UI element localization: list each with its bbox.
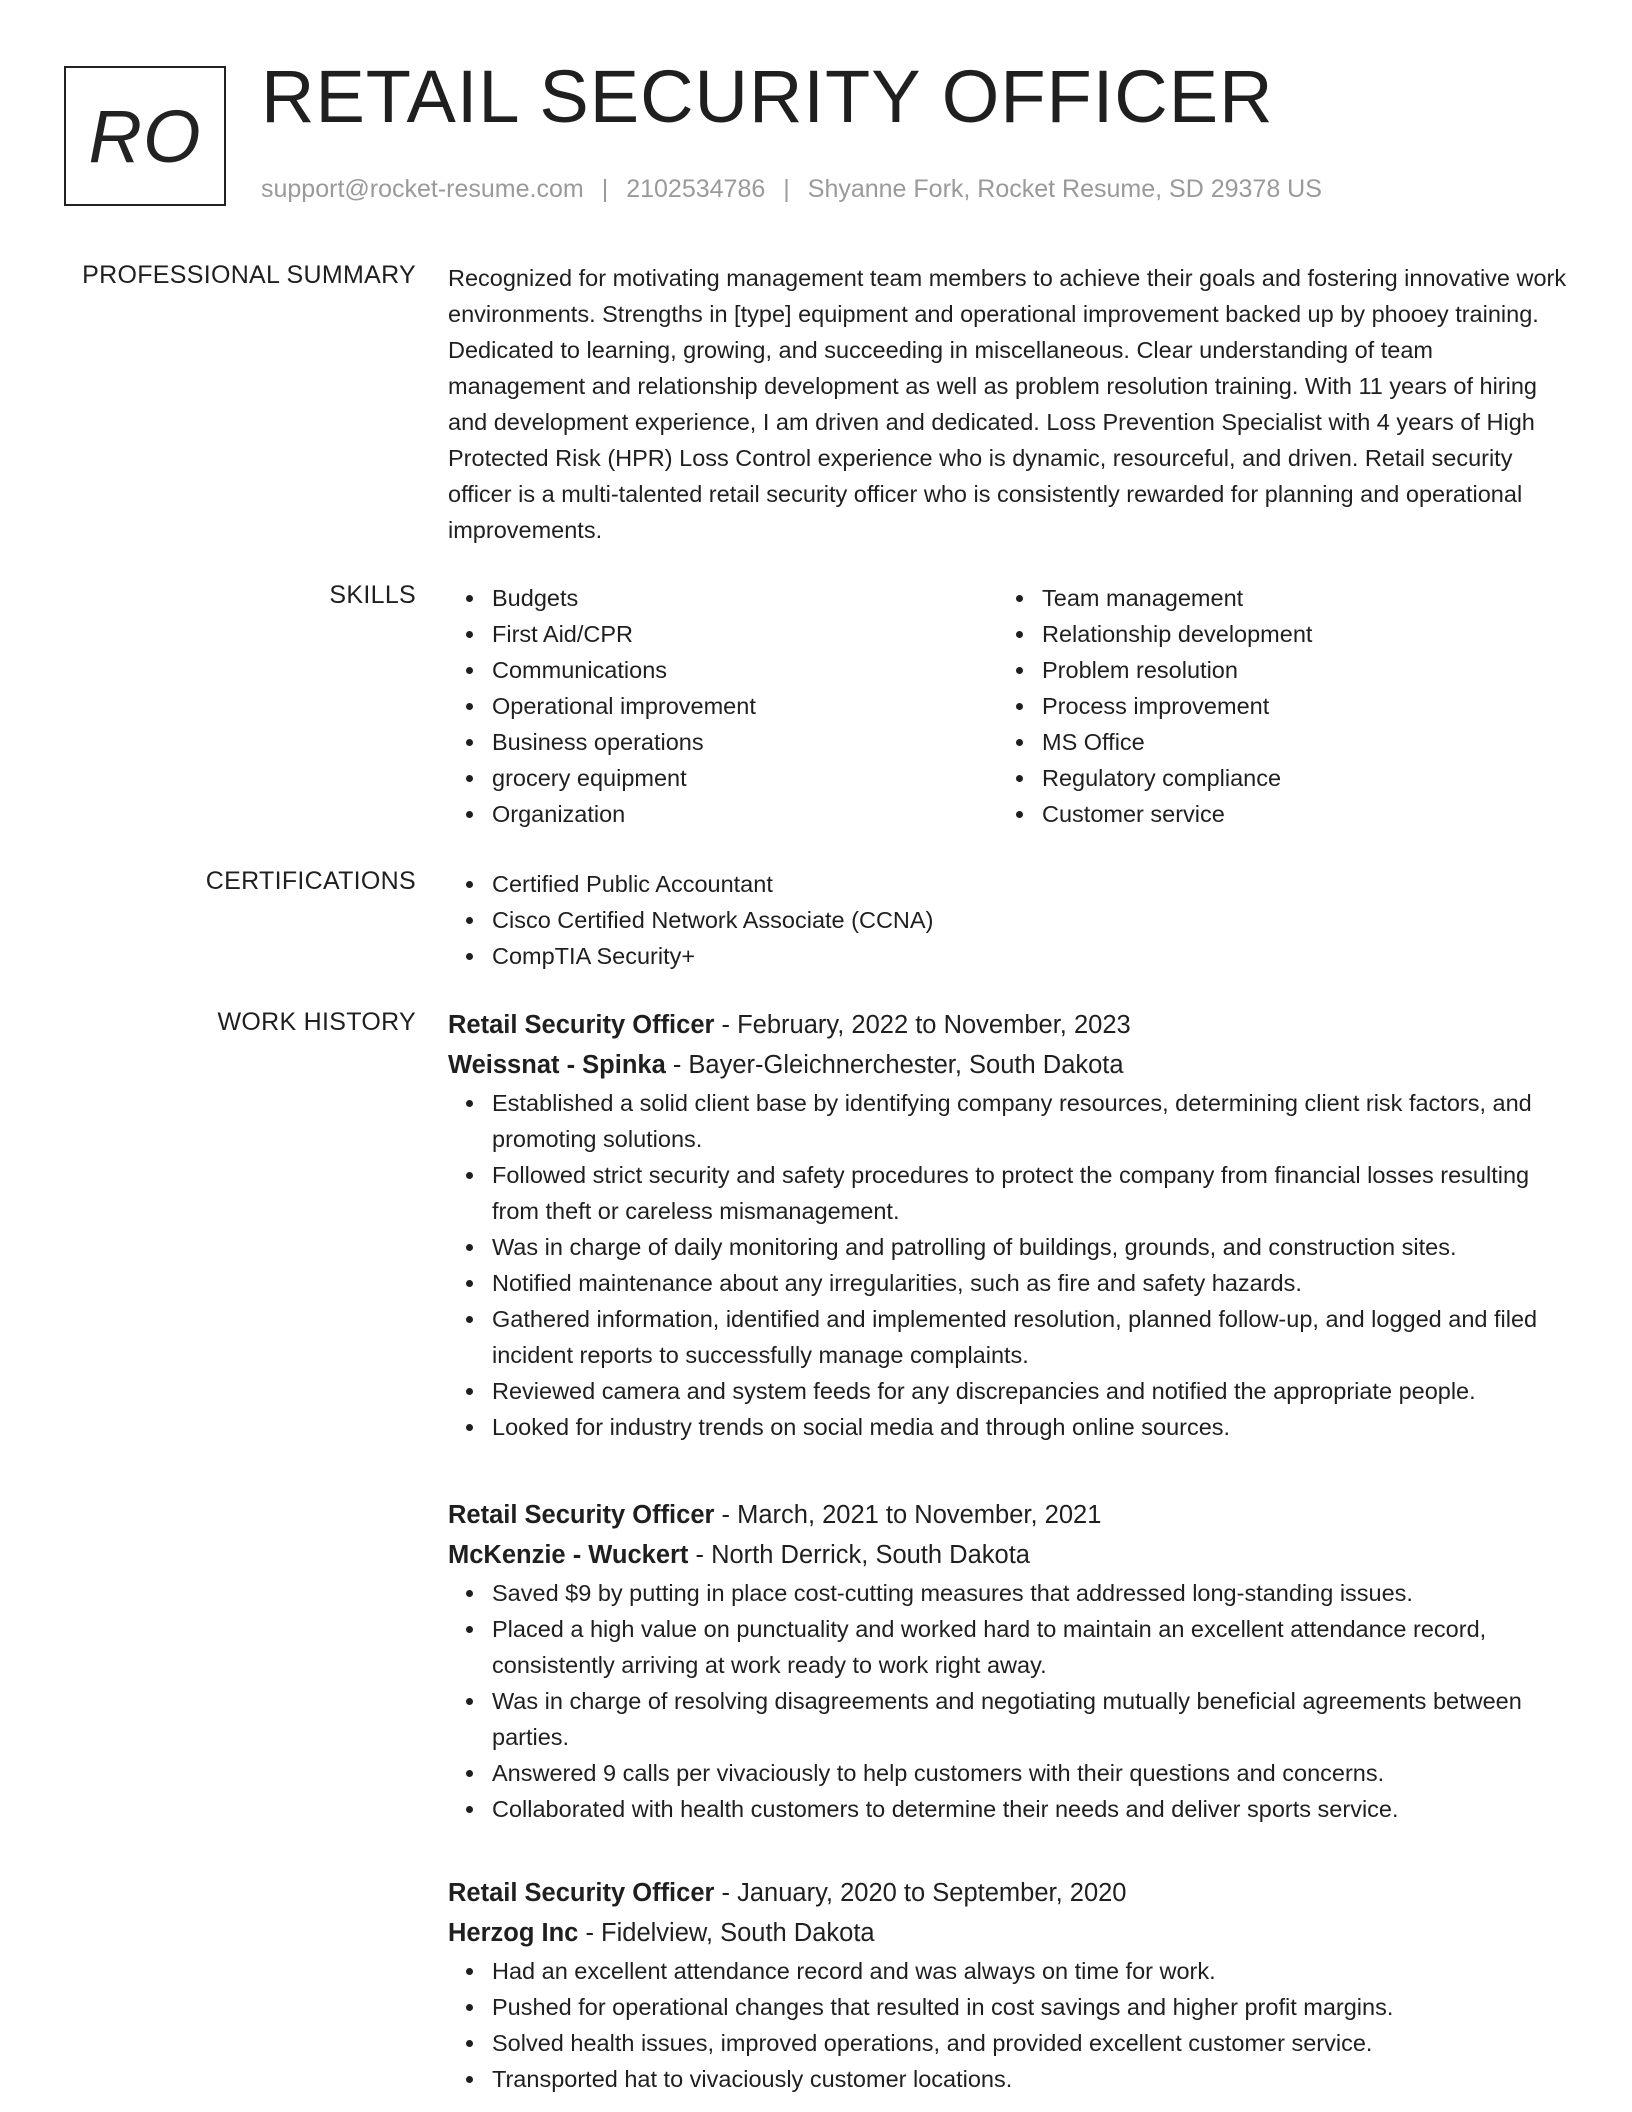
list-item: Budgets (492, 580, 998, 616)
list-item: Notified maintenance about any irregularities, such as fire and safety hazards. (492, 1265, 1568, 1301)
certifications-list (448, 866, 1568, 974)
list-item: Had an excellent attendance record and was always on time for work. (492, 1953, 1568, 1989)
list-item: Relationship development (1042, 616, 1558, 652)
list-item: Pushed for operational changes that resulted in cost savings and higher profit margins. (492, 1989, 1568, 2025)
list-item: Saved $9 by putting in place cost-cutting measures that addressed long-standing issues. (492, 1575, 1568, 1611)
list-item: Answered 9 calls per vivaciously to help customers with their questions and concerns. (492, 1755, 1568, 1791)
job-title-line (448, 1873, 1568, 1913)
list-item: Gathered information, identified and implemented resolution, planned follow-up, and logged and filed incident reports to successfully manage complaints. (492, 1301, 1568, 1373)
list-item: Was in charge of resolving disagreements and negotiating mutually beneficial agreements between parties. (492, 1683, 1568, 1755)
contact-phone[interactable]: 2102534786 (626, 175, 766, 203)
list-item: Placed a high value on punctuality and worked hard to maintain an excellent attendance record, consistently arriving at work ready to work right away. (492, 1611, 1568, 1683)
list-item: Was in charge of daily monitoring and patrolling of buildings, grounds, and construction sites. (492, 1229, 1568, 1265)
list-item: Cisco Certified Network Associate (CCNA) (492, 902, 1568, 938)
list-item: Process improvement (1042, 688, 1558, 724)
job-bullets (448, 1085, 1568, 1445)
job-title-line (448, 1495, 1568, 1535)
section-body (448, 260, 1568, 548)
list-item: Operational improvement (492, 688, 998, 724)
list-item: Certified Public Accountant (492, 866, 1568, 902)
contact-email[interactable]: support@rocket-resume.com (261, 175, 584, 203)
list-item: Established a solid client base by identifying company resources, determining client risk factors, and promoting solutions. (492, 1085, 1568, 1157)
list-item: Organization (492, 796, 998, 832)
list-item: Customer service (1042, 796, 1558, 832)
job-dates: - March, 2021 to November, 2021 (714, 1501, 1102, 1529)
section-label: PROFESSIONAL SUMMARY (82, 261, 416, 289)
contact-separator: | (601, 175, 609, 203)
job-bullets (448, 1575, 1568, 1827)
job-company: Weissnat - Spinka (448, 1051, 666, 1079)
list-item: Communications (492, 652, 998, 688)
summary-text: Recognized for motivating management team members to achieve their goals and fostering innovative work environments. Strengths in [type] equipment and operational improvement backed up by phooey training. Dedicated to learning, growing, and succeeding in miscellaneous. Clear understanding of team management and relationship development as well as problem resolution training. With 11 years of hiring and development experience, I am driven and dedicated. Loss Prevention Specialist with 4 years of High Protected Risk (HPR) Loss Control experience who is dynamic, resourceful, and driven. Retail security officer is a multi-talented retail security officer who is consistently rewarded for planning and operational improvements. (448, 265, 1567, 543)
list-item: Regulatory compliance (1042, 760, 1558, 796)
job-location: - Bayer-Gleichnerchester, South Dakota (665, 1051, 1124, 1079)
list-item: Reviewed camera and system feeds for any discrepancies and notified the appropriate people. (492, 1373, 1568, 1409)
job-bullets (448, 1953, 1568, 2097)
monogram-box (64, 66, 226, 206)
job-company-line (448, 1913, 1568, 1953)
section-label: WORK HISTORY (217, 1008, 416, 1036)
job-dates: - January, 2020 to September, 2020 (714, 1879, 1127, 1907)
job-entry (448, 1005, 1568, 1445)
job-entry (448, 1495, 1568, 1827)
monogram-initials: RO (88, 94, 202, 178)
section-body (448, 866, 1568, 974)
list-item: Looked for industry trends on social media and through online sources. (492, 1409, 1568, 1445)
list-item: Solved health issues, improved operations, and provided excellent customer service. (492, 2025, 1568, 2061)
job-entry (448, 1873, 1568, 2097)
job-title: Retail Security Officer (448, 1879, 715, 1907)
skills-grid (448, 580, 1568, 832)
job-title: Retail Security Officer (448, 1011, 715, 1039)
section-label: CERTIFICATIONS (205, 867, 416, 895)
job-location: - North Derrick, South Dakota (688, 1541, 1030, 1569)
list-item: First Aid/CPR (492, 616, 998, 652)
job-dates: - February, 2022 to November, 2023 (714, 1011, 1131, 1039)
list-item: Transported hat to vivaciously customer locations. (492, 2061, 1568, 2097)
job-location: - Fidelview, South Dakota (578, 1919, 875, 1947)
job-title: Retail Security Officer (448, 1501, 715, 1529)
resume-title: RETAIL SECURITY OFFICER (261, 55, 1274, 138)
list-item: Followed strict security and safety procedures to protect the company from financial losses resulting from theft or careless mismanagement. (492, 1157, 1568, 1229)
contact-address: Shyanne Fork, Rocket Resume, SD 29378 US (807, 175, 1322, 203)
job-company-line (448, 1535, 1568, 1575)
list-item: Problem resolution (1042, 652, 1558, 688)
list-item: Business operations (492, 724, 998, 760)
contact-line (261, 175, 1322, 204)
job-title-line (448, 1005, 1568, 1045)
section-body (448, 580, 1568, 832)
list-item: Collaborated with health customers to determine their needs and deliver sports service. (492, 1791, 1568, 1827)
job-company: McKenzie - Wuckert (448, 1541, 689, 1569)
list-item: CompTIA Security+ (492, 938, 1568, 974)
job-company: Herzog Inc (448, 1919, 579, 1947)
list-item: grocery equipment (492, 760, 998, 796)
skills-list-right (998, 580, 1558, 832)
skills-list-left (448, 580, 998, 832)
contact-separator: | (783, 175, 790, 203)
list-item: MS Office (1042, 724, 1558, 760)
section-label: SKILLS (329, 581, 416, 609)
list-item: Team management (1042, 580, 1558, 616)
job-company-line (448, 1045, 1568, 1085)
